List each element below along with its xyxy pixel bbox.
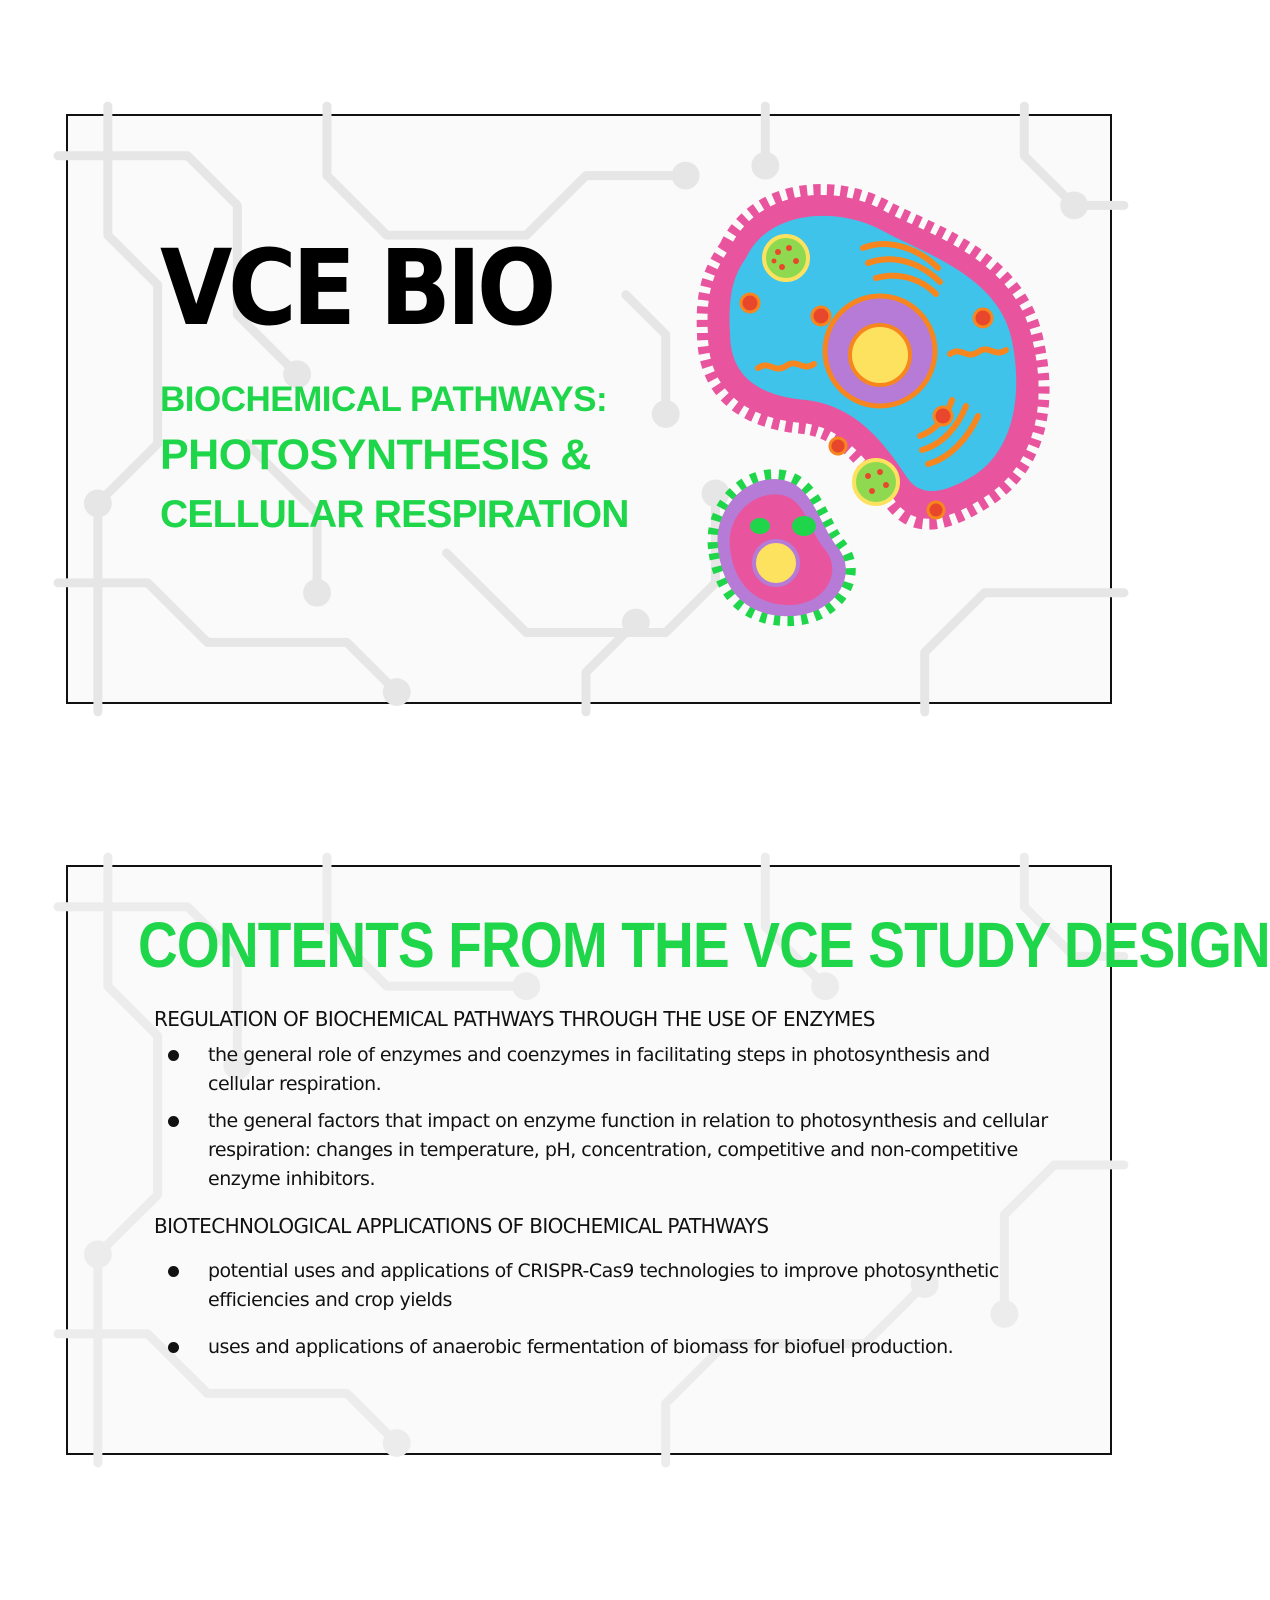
bullet-text: the general factors that impact on enzyme function in relation to photosynthesis and cellular respiration: changes in temperature, pH, concentration, competitive and non-competitive enzyme inhibitors.: [208, 1110, 1048, 1190]
subtitle-line-3: CELLULAR RESPIRATION: [160, 493, 629, 536]
cell-illustration: [688, 168, 1068, 638]
bullet-item: [168, 1041, 1048, 1099]
bullet-text: uses and applications of anaerobic fermentation of biomass for biofuel production.: [208, 1336, 954, 1358]
bullet-text: potential uses and applications of CRISPR-Cas9 technologies to improve photosynthetic efficiencies and crop yields: [208, 1260, 999, 1311]
bullet-item: [168, 1257, 1048, 1315]
main-title: VCE BIO: [160, 227, 552, 349]
section-heading-regulation: REGULATION OF BIOCHEMICAL PATHWAYS THROUGH THE USE OF ENZYMES: [154, 1007, 875, 1031]
bullet-icon: [168, 1342, 179, 1353]
bullet-icon: [168, 1050, 179, 1061]
bullet-item: [168, 1333, 1048, 1362]
bullet-icon: [168, 1266, 179, 1277]
subtitle-line-2: PHOTOSYNTHESIS &: [160, 431, 591, 479]
bullet-item: [168, 1107, 1048, 1194]
contents-title: CONTENTS FROM THE VCE STUDY DESIGN: [138, 909, 1270, 981]
bullet-icon: [168, 1116, 179, 1127]
section-heading-biotech: BIOTECHNOLOGICAL APPLICATIONS OF BIOCHEMICAL PATHWAYS: [154, 1214, 769, 1238]
subtitle-line-1: BIOCHEMICAL PATHWAYS:: [160, 380, 608, 419]
bullet-text: the general role of enzymes and coenzymes in facilitating steps in photosynthesis and cellular respiration.: [208, 1044, 990, 1095]
title-slide: [66, 114, 1112, 704]
contents-slide: [66, 865, 1270, 1455]
